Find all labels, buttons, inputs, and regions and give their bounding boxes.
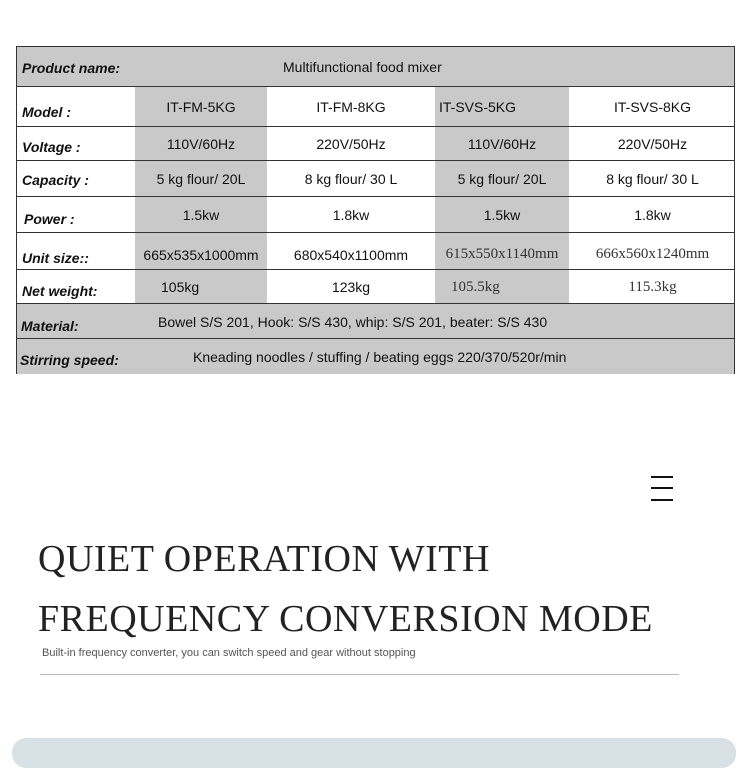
model-cell: IT-SVS-8KG bbox=[613, 99, 692, 115]
unit-size-cell: 666x560x1240mm bbox=[595, 246, 710, 262]
model-cell: IT-FM-5KG bbox=[135, 87, 267, 127]
material-value: Bowel S/S 201, Hook: S/S 430, whip: S/S 201, beater: S/S 430 bbox=[158, 313, 548, 330]
voltage-label: Voltage : bbox=[22, 139, 81, 155]
section-title-line2: FREQUENCY CONVERSION MODE bbox=[38, 598, 653, 640]
power-cell: 1.5kw bbox=[435, 197, 569, 233]
net-weight-cell: 123kg bbox=[331, 279, 371, 295]
row-stirring-speed bbox=[17, 338, 734, 374]
row-power bbox=[17, 196, 734, 233]
unit-size-cell: 665x535x1000mm bbox=[135, 233, 267, 270]
power-cell: 1.8kw bbox=[332, 207, 370, 223]
net-weight-label: Net weight: bbox=[22, 283, 98, 299]
voltage-cell: 220V/50Hz bbox=[316, 136, 386, 152]
power-cell: 1.5kw bbox=[135, 197, 267, 233]
capacity-cell: 5 kg flour/ 20L bbox=[435, 161, 569, 197]
model-cell: IT-SVS-5KG bbox=[435, 87, 569, 127]
product-name-label: Product name: bbox=[22, 60, 121, 76]
net-weight-cell: 105kg bbox=[135, 270, 267, 304]
bottom-panel bbox=[12, 738, 736, 768]
power-cell: 1.8kw bbox=[634, 207, 671, 223]
capacity-cell: 8 kg flour/ 30 L bbox=[304, 171, 398, 187]
divider bbox=[40, 674, 679, 675]
capacity-label: Capacity : bbox=[22, 172, 89, 188]
row-net-weight bbox=[17, 269, 734, 304]
capacity-cell: 5 kg flour/ 20L bbox=[135, 161, 267, 197]
row-material bbox=[17, 303, 734, 339]
model-label: Model : bbox=[22, 104, 71, 120]
unit-size-label: Unit size:: bbox=[22, 250, 89, 266]
power-label: Power : bbox=[24, 211, 75, 227]
row-model bbox=[17, 86, 734, 127]
spec-table bbox=[16, 46, 735, 374]
model-cell: IT-FM-8KG bbox=[316, 99, 386, 115]
product-name-value: Multifunctional food mixer bbox=[283, 58, 442, 75]
section-subtitle: Built-in frequency converter, you can switch speed and gear without stopping bbox=[42, 647, 416, 659]
voltage-cell: 220V/50Hz bbox=[617, 136, 688, 152]
row-product-name bbox=[17, 47, 734, 86]
row-unit-size bbox=[17, 232, 734, 270]
unit-size-cell: 615x550x1140mm bbox=[435, 233, 569, 270]
capacity-cell: 8 kg flour/ 30 L bbox=[606, 171, 699, 187]
net-weight-cell: 105.5kg bbox=[435, 270, 569, 304]
row-capacity bbox=[17, 160, 734, 197]
material-label: Material: bbox=[21, 318, 79, 334]
row-voltage bbox=[17, 126, 734, 161]
section-title-line1: QUIET OPERATION WITH bbox=[38, 538, 490, 580]
voltage-cell: 110V/60Hz bbox=[135, 127, 267, 161]
stirring-speed-value: Kneading noodles / stuffing / beating eggs 220/370/520r/min bbox=[193, 348, 567, 365]
stirring-speed-label: Stirring speed: bbox=[20, 352, 119, 368]
voltage-cell: 110V/60Hz bbox=[435, 127, 569, 161]
menu-icon[interactable] bbox=[651, 474, 673, 502]
net-weight-cell: 115.3kg bbox=[628, 278, 677, 295]
unit-size-cell: 680x540x1100mm bbox=[293, 247, 409, 263]
